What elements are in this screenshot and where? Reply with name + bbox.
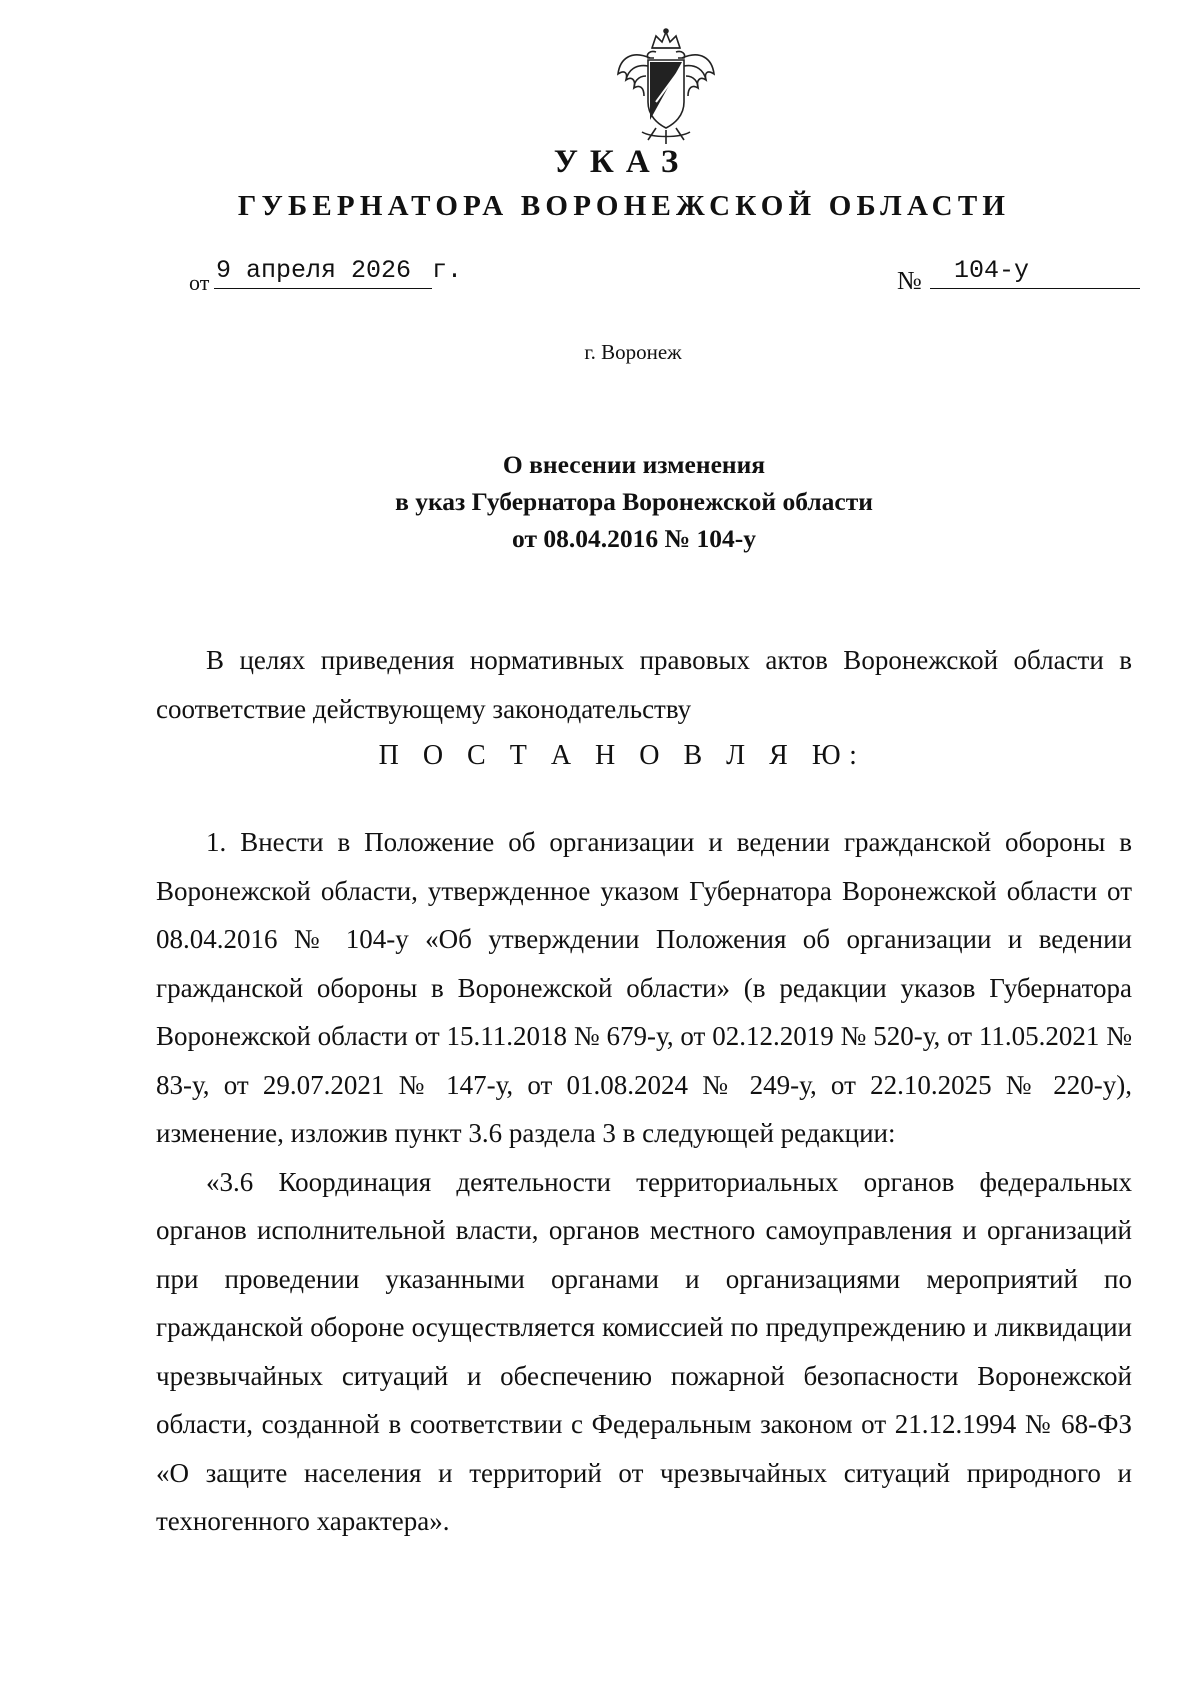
number-label: № xyxy=(897,266,922,295)
subject-line: от 08.04.2016 № 104-у xyxy=(512,524,756,553)
registration-line xyxy=(0,258,1200,298)
date-field xyxy=(214,258,432,289)
body-block xyxy=(156,818,1132,1546)
preamble-block xyxy=(156,636,1132,733)
number-field xyxy=(930,258,1140,289)
preamble-paragraph: В целях приведения нормативных правовых актов Воронежской области в соответствие действующему законодательству xyxy=(156,645,1132,724)
document-date: 9 апреля 2026 xyxy=(216,256,412,285)
coat-of-arms-emblem xyxy=(612,28,720,146)
subject-line: О внесении изменения xyxy=(502,450,766,479)
city-line: г. Воронеж xyxy=(584,340,682,364)
date-suffix: г. xyxy=(432,256,463,285)
date-prefix: от xyxy=(189,270,210,295)
document-number: 104-у xyxy=(954,256,1030,285)
document-issuer: ГУБЕРНАТОРА ВОРОНЕЖСКОЙ ОБЛАСТИ xyxy=(237,190,1011,222)
body-paragraph: 1. Внести в Положение об организации и ведении гражданской обороны в Воронежской области, утвержденное указом Губернатора Воронежской области от 08.04.2016 № 104-у «Об утверждении Положения об организации и ведении гражданской обороны в Воронежской области» (в редакции указов Губернатора Воронежской области от 15.11.2018 № 679-у, от 02.12.2019 № 520-у, от 11.05.2021 № 83-у, от 29.07.2021 № 147-у, от 01.08.2024 № 249-у, от 22.10.2025 № 220-у), изменение, изложив пункт 3.6 раздела 3 в следующей редакции: xyxy=(156,827,1132,1148)
decree-word: П О С Т А Н О В Л Я Ю: xyxy=(378,740,866,771)
document-subject xyxy=(0,446,1200,557)
body-paragraph: «3.6 Координация деятельности территориальных органов федеральных органов исполнительной власти, органов местного самоуправления и организаций при проведении указанными органами и организациями мероприятий по гражданской обороне осуществляется комиссией по предупреждению и ликвидации чрезвычайных ситуаций и обеспечению пожарной безопасности Воронежской области, созданной в соответствии с Федеральным законом от 21.12.1994 № 68-ФЗ «О защите населения и территорий от чрезвычайных ситуаций природного и техногенного характера». xyxy=(156,1166,1132,1536)
subject-line: в указ Губернатора Воронежской области xyxy=(395,487,873,516)
document-title: УКАЗ xyxy=(553,144,691,180)
